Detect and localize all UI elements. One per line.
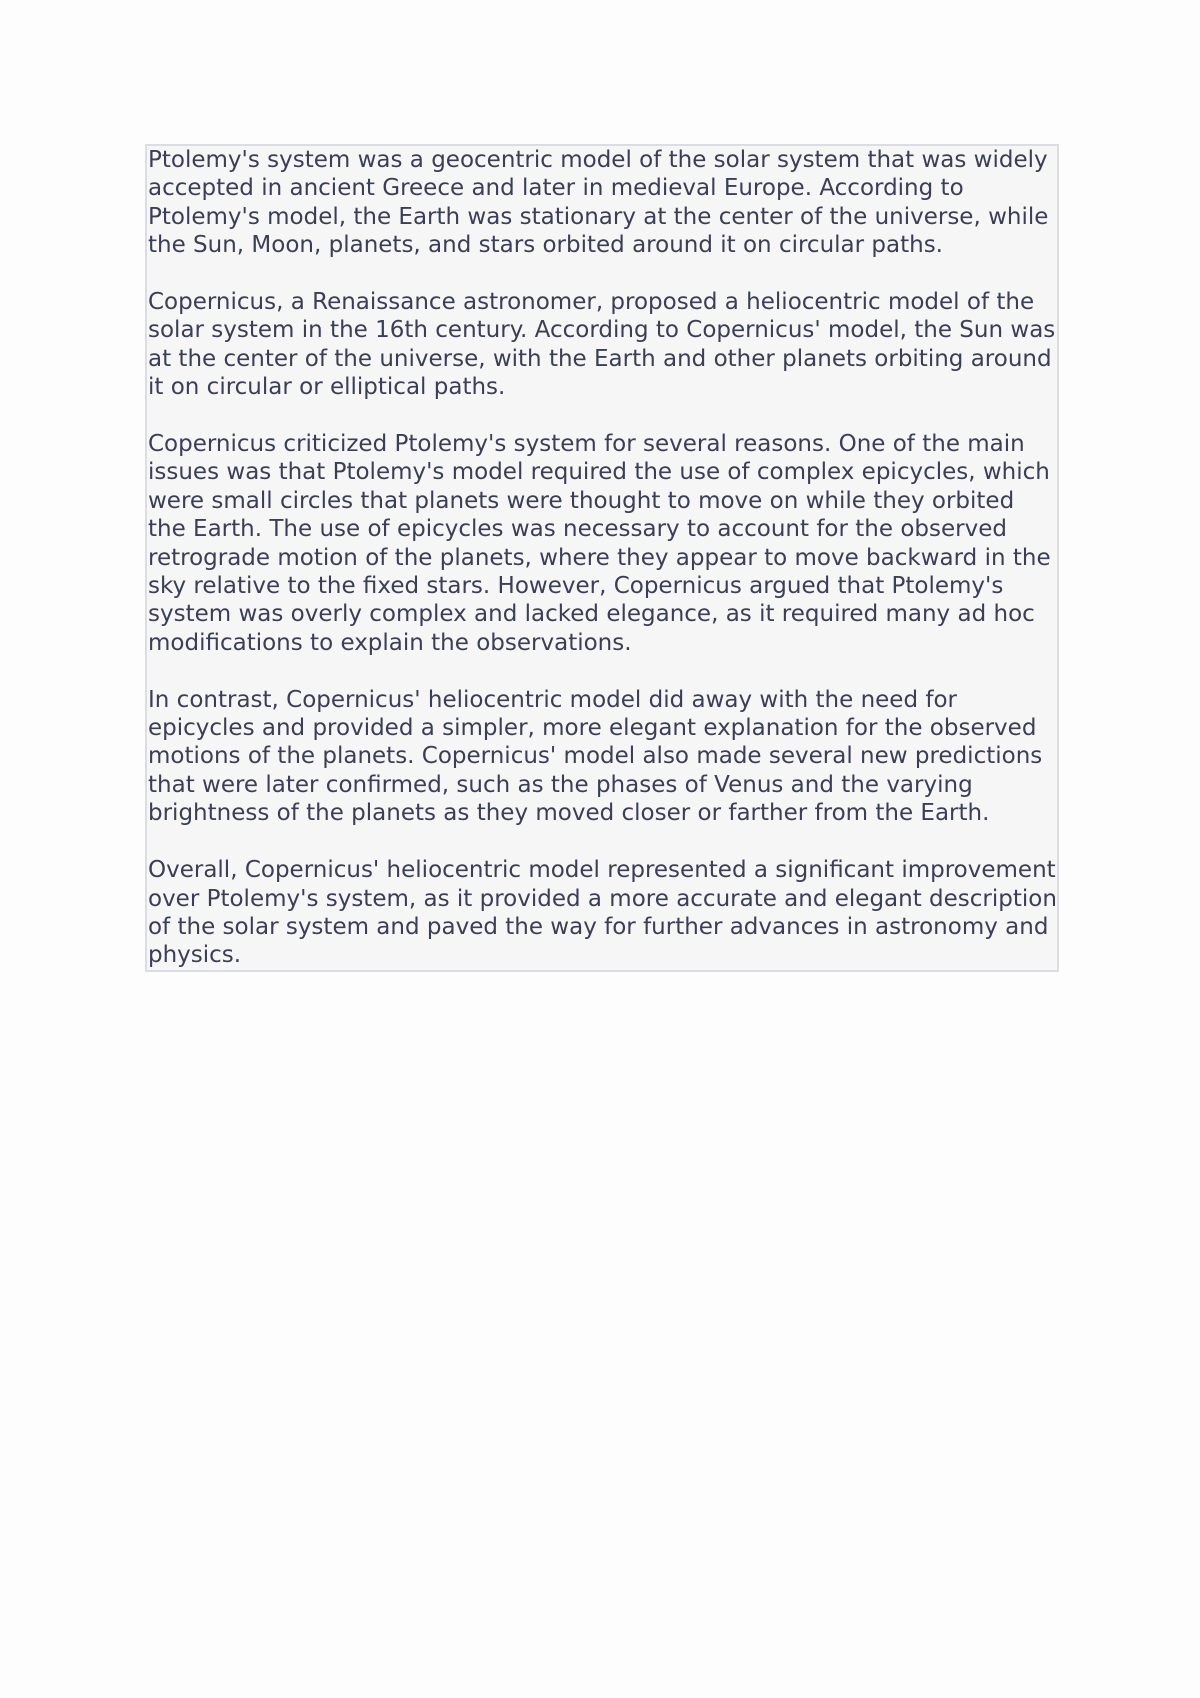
paragraph-copernicus-model: Copernicus, a Renaissance astronomer, proposed a heliocentric model of the solar system in the 16th century. According to Copernicus' model, the Sun was at the center of the universe, with the Earth and other planets orbiting around it on circular or elliptical paths.: [148, 289, 1056, 401]
paragraph-overall: Overall, Copernicus' heliocentric model represented a significant improvement over Ptolemy's system, as it provided a more accurate and elegant description of the solar system and paved the way for further advances in astronomy and physics.: [148, 857, 1057, 969]
text-block: [145, 144, 1059, 972]
paragraph-criticism: Copernicus criticized Ptolemy's system for several reasons. One of the main issues was that Ptolemy's model required the use of complex epicycles, which were small circles that planets were thought to move on while they orbited the Earth. The use of epicycles was necessary to account for the observed retrograde motion of the planets, where they appear to move backward in the sky relative to the fixed stars. However, Copernicus argued that Ptolemy's system was overly complex and lacked elegance, as it required many ad hoc modifications to explain the observations.: [148, 431, 1051, 656]
paragraph-ptolemy-system: Ptolemy's system was a geocentric model of the solar system that was widely accepted in ancient Greece and later in medieval Europe. According to Ptolemy's model, the Earth was stationary at the center of the universe, while the Sun, Moon, planets, and stars orbited around it on circular paths.: [148, 147, 1049, 259]
paragraph-contrast: In contrast, Copernicus' heliocentric model did away with the need for epicycles and provided a simpler, more elegant explanation for the observed motions of the planets. Copernicus' model also made several new predictions that were later confirmed, such as the phases of Venus and the varying brightness of the planets as they moved closer or farther from the Earth.: [148, 686, 1043, 827]
